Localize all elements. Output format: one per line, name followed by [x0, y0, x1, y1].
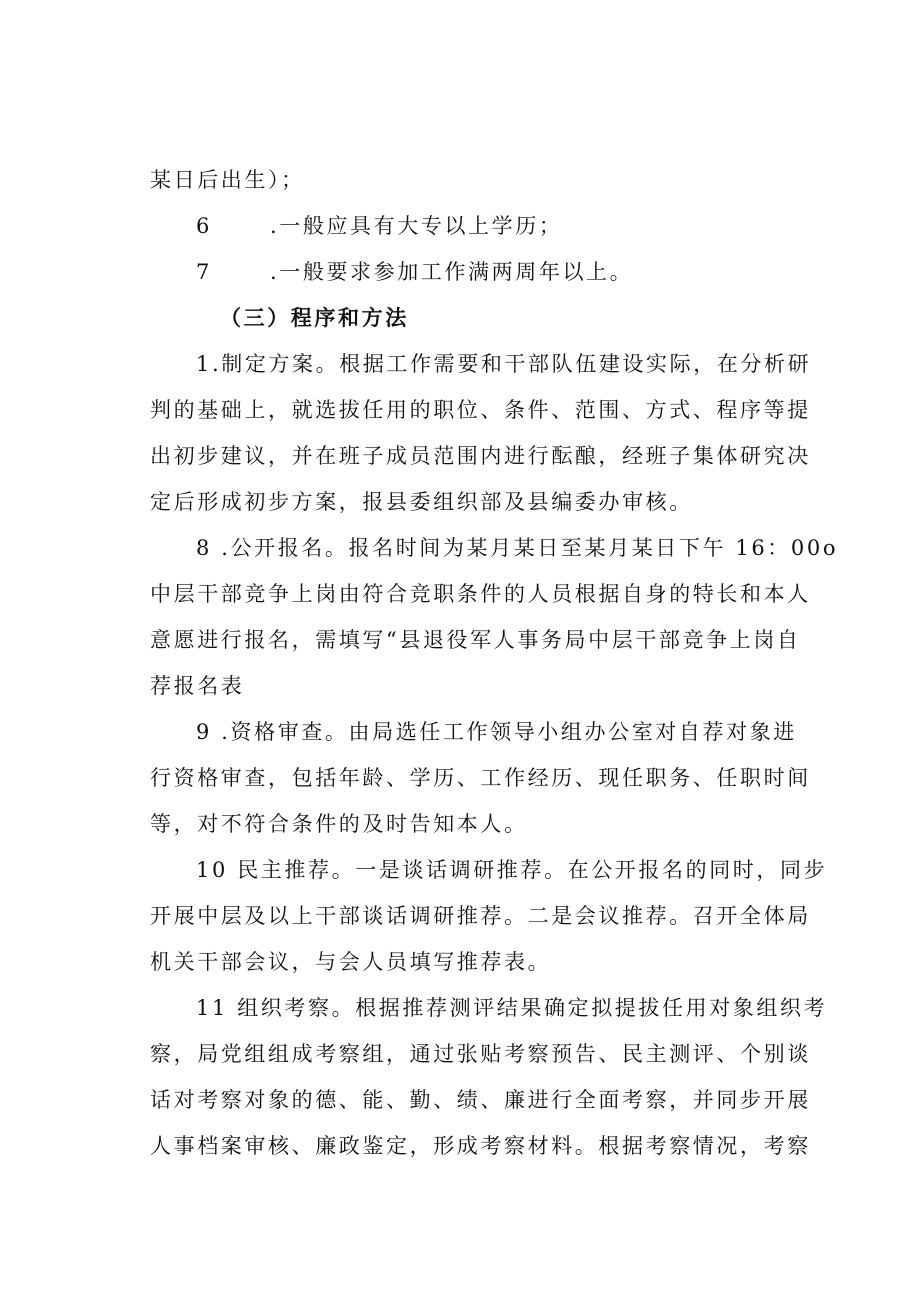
- text-line: 某日后出生）；: [150, 168, 305, 192]
- paragraph-9-line: 等，对不符合条件的及时告知本人。: [150, 812, 528, 836]
- item-text: .一般要求参加工作满两周年以上。: [269, 260, 634, 284]
- paragraph-11-line: 人事档案审核、廉政鉴定，形成考察材料。根据考察情况，考察: [150, 1134, 811, 1158]
- paragraph-10-line: 开展中层及以上干部谈话调研推荐。二是会议推荐。召开全体局: [150, 904, 811, 928]
- item-number: 6: [196, 214, 212, 238]
- list-item-7: [150, 249, 800, 295]
- paragraph-1-line: 出初步建议，并在班子成员范围内进行酝酿，经班子集体研究决: [150, 444, 811, 468]
- body-text: [150, 157, 839, 1169]
- paragraph-11-line: 11 组织考察。根据推荐测评结果确定拟提拔任用对象组织考: [196, 996, 828, 1020]
- paragraph-1-line: 1.制定方案。根据工作需要和干部队伍建设实际，在分析研: [196, 352, 812, 376]
- paragraph-10-line: 10 民主推荐。一是谈话调研推荐。在公开报名的同时，同步: [196, 858, 828, 882]
- list-item-6: [150, 203, 800, 249]
- paragraph-10-line: 机关干部会议，与会人员填写推荐表。: [150, 950, 552, 974]
- paragraph-8-line: 中层干部竞争上岗由符合竞职条件的人员根据自身的特长和本人: [150, 582, 811, 606]
- paragraph-11-line: 察，局党组组成考察组，通过张贴考察预告、民主测评、个别谈: [150, 1042, 811, 1066]
- section-heading: （三）程序和方法: [220, 305, 409, 330]
- paragraph-9-line: 行资格审查，包括年龄、学历、工作经历、现任职务、任职时间: [150, 766, 811, 790]
- paragraph-8-line: 意愿进行报名，需填写“县退役军人事务局中层干部竞争上岗自: [150, 628, 801, 652]
- paragraph-9-line: 9 .资格审查。由局选任工作领导小组办公室对自荐对象进: [196, 720, 797, 744]
- paragraph-11-line: 话对考察对象的德、能、勤、绩、廉进行全面考察，并同步开展: [150, 1088, 811, 1112]
- paragraph-1-line: 判的基础上，就选拔任用的职位、条件、范围、方式、程序等提: [150, 398, 811, 422]
- paragraph-8-line: 荐报名表: [150, 674, 245, 698]
- paragraph-8-line: 8 .公开报名。报名时间为某月某日至某月某日下午 16：00o: [196, 536, 839, 560]
- item-number: 7: [196, 260, 212, 284]
- item-text: .一般应具有大专以上学历；: [269, 214, 563, 238]
- paragraph-1-line: 定后形成初步方案，报县委组织部及县编委办审核。: [150, 490, 693, 514]
